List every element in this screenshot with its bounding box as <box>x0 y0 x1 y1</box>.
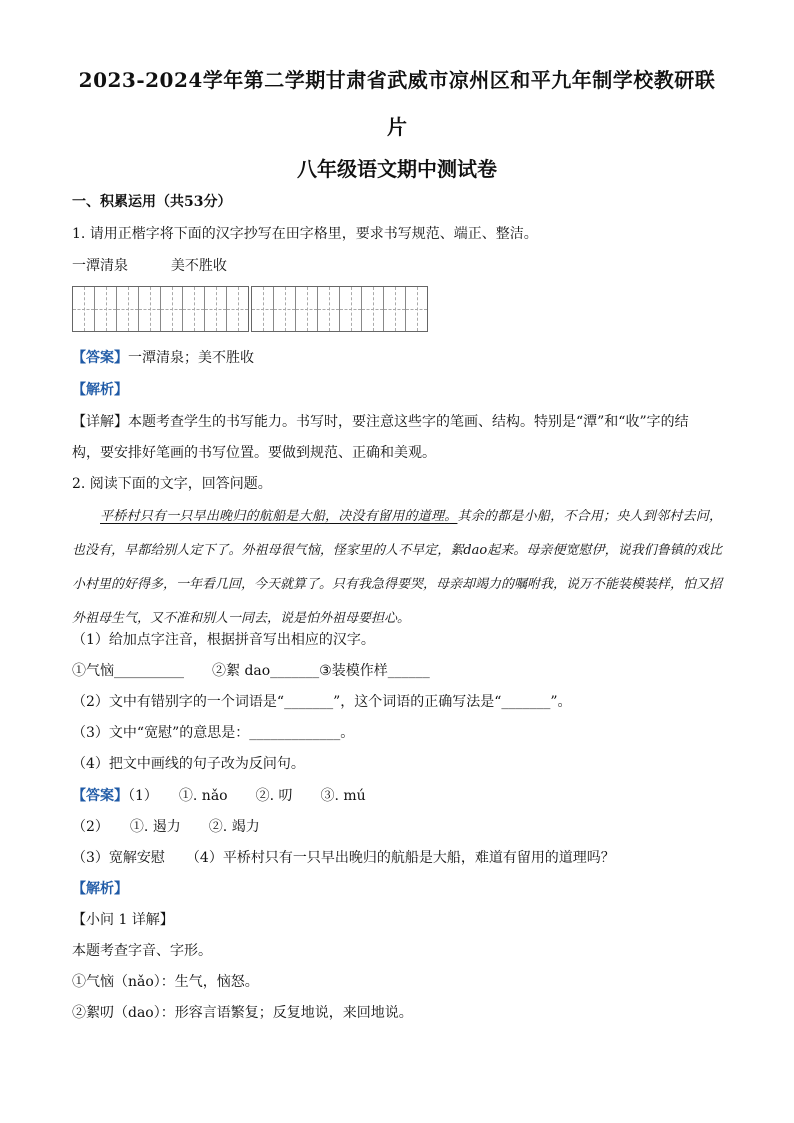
explanation-line1: 本题考查字音、字形。 <box>72 943 212 959</box>
q1-analysis-label: 【解析】 <box>72 382 128 398</box>
grid-cell <box>183 287 205 331</box>
section-heading: 一、积累运用（共53分） <box>72 194 232 210</box>
q1-phrases <box>72 256 227 276</box>
grid-cell <box>318 287 340 331</box>
grid-cell <box>274 287 296 331</box>
q1-phrase-b: 美不胜收 <box>170 258 227 274</box>
underlined-sentence: 平桥村只有一只早出晚归的航船是大船，决没有留用的道理。 <box>100 509 458 524</box>
exam-title-line1: 2023-2024学年第二学期甘肃省武威市凉州区和平九年制学校教研联 <box>78 68 716 92</box>
detail-label: 【详解】 <box>72 414 128 430</box>
grid-cell <box>362 287 384 331</box>
grid-cell <box>384 287 406 331</box>
q2-sub3: （3）文中“宽慰”的意思是：_____________。 <box>72 725 355 741</box>
grid-cell <box>340 287 362 331</box>
grid-cell <box>406 287 427 331</box>
tianzige-grid <box>72 286 428 332</box>
exam-title-line2: 片 <box>387 115 407 139</box>
grid-cell <box>227 287 248 331</box>
answer-text: 一潭清泉；美不胜收 <box>128 350 254 366</box>
exam-subtitle: 八年级语文期中测试卷 <box>297 157 497 181</box>
grid-cell <box>252 287 274 331</box>
q2-answer-line2: （2） ①. 遏力 ②. 竭力 <box>72 819 260 835</box>
q2-sub2: （2）文中有错别字的一个词语是“_______”，这个词语的正确写法是“_______”。 <box>72 694 572 710</box>
grid-group-2 <box>251 286 428 332</box>
grid-cell <box>161 287 183 331</box>
q1-phrase-a: 一潭清泉 <box>72 258 128 274</box>
q2-sub4: （4）把文中画线的句子改为反问句。 <box>72 756 305 772</box>
q2-prompt: 2. 阅读下面的文字，回答问题。 <box>72 476 272 492</box>
small-question-label: 【小问 1 详解】 <box>72 912 174 928</box>
answer-label: 【答案】 <box>72 788 128 804</box>
grid-cell <box>139 287 161 331</box>
detail-text: 本题考查学生的书写能力。书写时，要注意这些字的笔画、结构。特别是“潭”和“收”字的结 <box>128 414 689 430</box>
grid-cell <box>73 287 95 331</box>
explanation-line3: ②絮叨（dao）：形容言语繁复；反复地说，来回地说。 <box>72 1005 413 1021</box>
grid-cell <box>205 287 227 331</box>
grid-cell <box>296 287 318 331</box>
answer-text: （1） ①. nǎo ②. 叨 ③. mú <box>128 788 366 804</box>
reading-passage <box>72 500 722 636</box>
q2-analysis-label: 【解析】 <box>72 881 128 897</box>
q1-detail-line2: 构，要安排好笔画的书写位置。要做到规范、正确和美观。 <box>72 445 436 461</box>
q2-answer-line1 <box>72 786 366 806</box>
answer-label: 【答案】 <box>72 350 128 366</box>
q1-answer <box>72 348 254 368</box>
q1-prompt: 1. 请用正楷字将下面的汉字抄写在田字格里，要求书写规范、端正、整洁。 <box>72 226 538 242</box>
q2-sub1: （1）给加点字注音，根据拼音写出相应的汉字。 <box>72 632 375 648</box>
grid-group-1 <box>72 286 249 332</box>
grid-cell <box>117 287 139 331</box>
q1-detail-line1 <box>72 412 689 432</box>
explanation-line2: ①气恼（nǎo）：生气，恼怒。 <box>72 974 259 990</box>
passage-text: 其余的都是小船，不合用；央人到邻村去问，也没有，早都给别人定下了。外祖母很气恼，怪家里的人不早定，絮dao起来。母亲便宽慰伊，说我们鲁镇的戏比小村里的好得多，一年看几回，今天就算了。只有我急得要哭，母亲却竭力的嘱咐我，说万不能装模装样，怕又招外祖母生气，又不准和别人一同去，说是怕外祖母要担心。 <box>72 509 723 626</box>
q2-answer-line3: （3）宽解安慰 （4）平桥村只有一只早出晚归的航船是大船，难道有留用的道理吗？ <box>72 850 615 866</box>
q2-sub1-items: ①气恼__________ ②絮 dao_______③装模作样______ <box>72 663 430 679</box>
grid-cell <box>95 287 117 331</box>
